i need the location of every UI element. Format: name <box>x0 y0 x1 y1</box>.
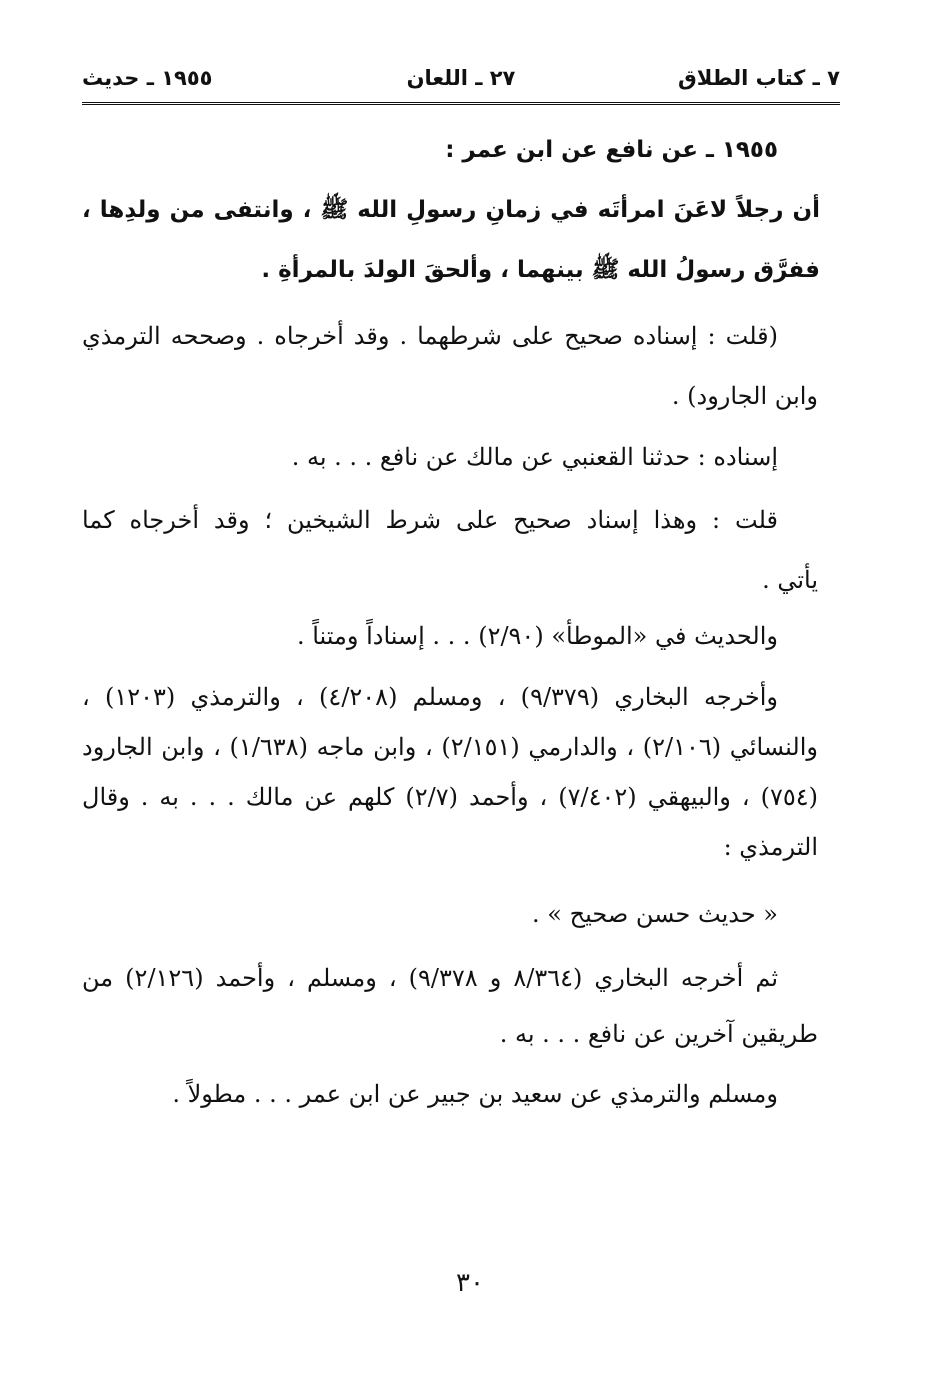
running-header <box>82 62 840 98</box>
thumma-paragraph: ثم أخرجه البخاري (٨/٣٦٤ و ٩/٣٧٨) ، ومسلم ، وأحمد (٢/١٢٦) من طريقين آخرين عن نافع . . . به . <box>82 964 818 1048</box>
isnad-paragraph: إسناده : حدثنا القعنبي عن مالك عن نافع . . . به . <box>291 443 778 471</box>
header-chapter-title: ٢٧ ـ اللعان <box>406 66 516 90</box>
tirmidhi-quote: « حديث حسن صحيح » . <box>532 900 778 928</box>
muwatta-paragraph: والحديث في «الموطأ» (٢/٩٠) . . . إسناداً ومتناً . <box>296 622 778 650</box>
header-divider <box>82 102 840 105</box>
last-paragraph: ومسلم والترمذي عن سعيد بن جبير عن ابن عمر . . . مطولاً . <box>172 1080 778 1108</box>
author-comment: (قلت : إسناده صحيح على شرطهما . وقد أخرجاه . وصححه الترمذي وابن الجارود) . <box>82 322 818 410</box>
qult-paragraph: قلت : وهذا إسناد صحيح على شرط الشيخين ؛ وقد أخرجاه كما يأتي . <box>82 506 818 594</box>
hadith-text: أن رجلاً لاعَنَ امرأتَه في زمانِ رسولِ الله ﷺ ، وانتفى من ولدِها ، ففرَّق رسولُ الله ﷺ بينهما ، وألحقَ الولدَ بالمرأةِ . <box>82 197 820 283</box>
page-number: ٣٠ <box>456 1268 484 1298</box>
header-book-title: ٧ ـ كتاب الطلاق <box>678 66 840 90</box>
header-hadith-number: ١٩٥٥ ـ حديث <box>82 66 213 90</box>
hadith-title: ١٩٥٥ ـ عن نافع عن ابن عمر : <box>445 137 778 163</box>
takhrij-paragraph: وأخرجه البخاري (٩/٣٧٩) ، ومسلم (٤/٢٠٨) ، والترمذي (١٢٠٣) ، والنسائي (٢/١٠٦) ، والدارمي (٢/١٥١) ، وابن ماجه (١/٦٣٨) ، وابن الجارود (٧٥٤) ، والبيهقي (٧/٤٠٢) ، وأحمد (٢/٧) كلهم عن مالك . . . به . وقال الترمذي : <box>82 683 818 861</box>
